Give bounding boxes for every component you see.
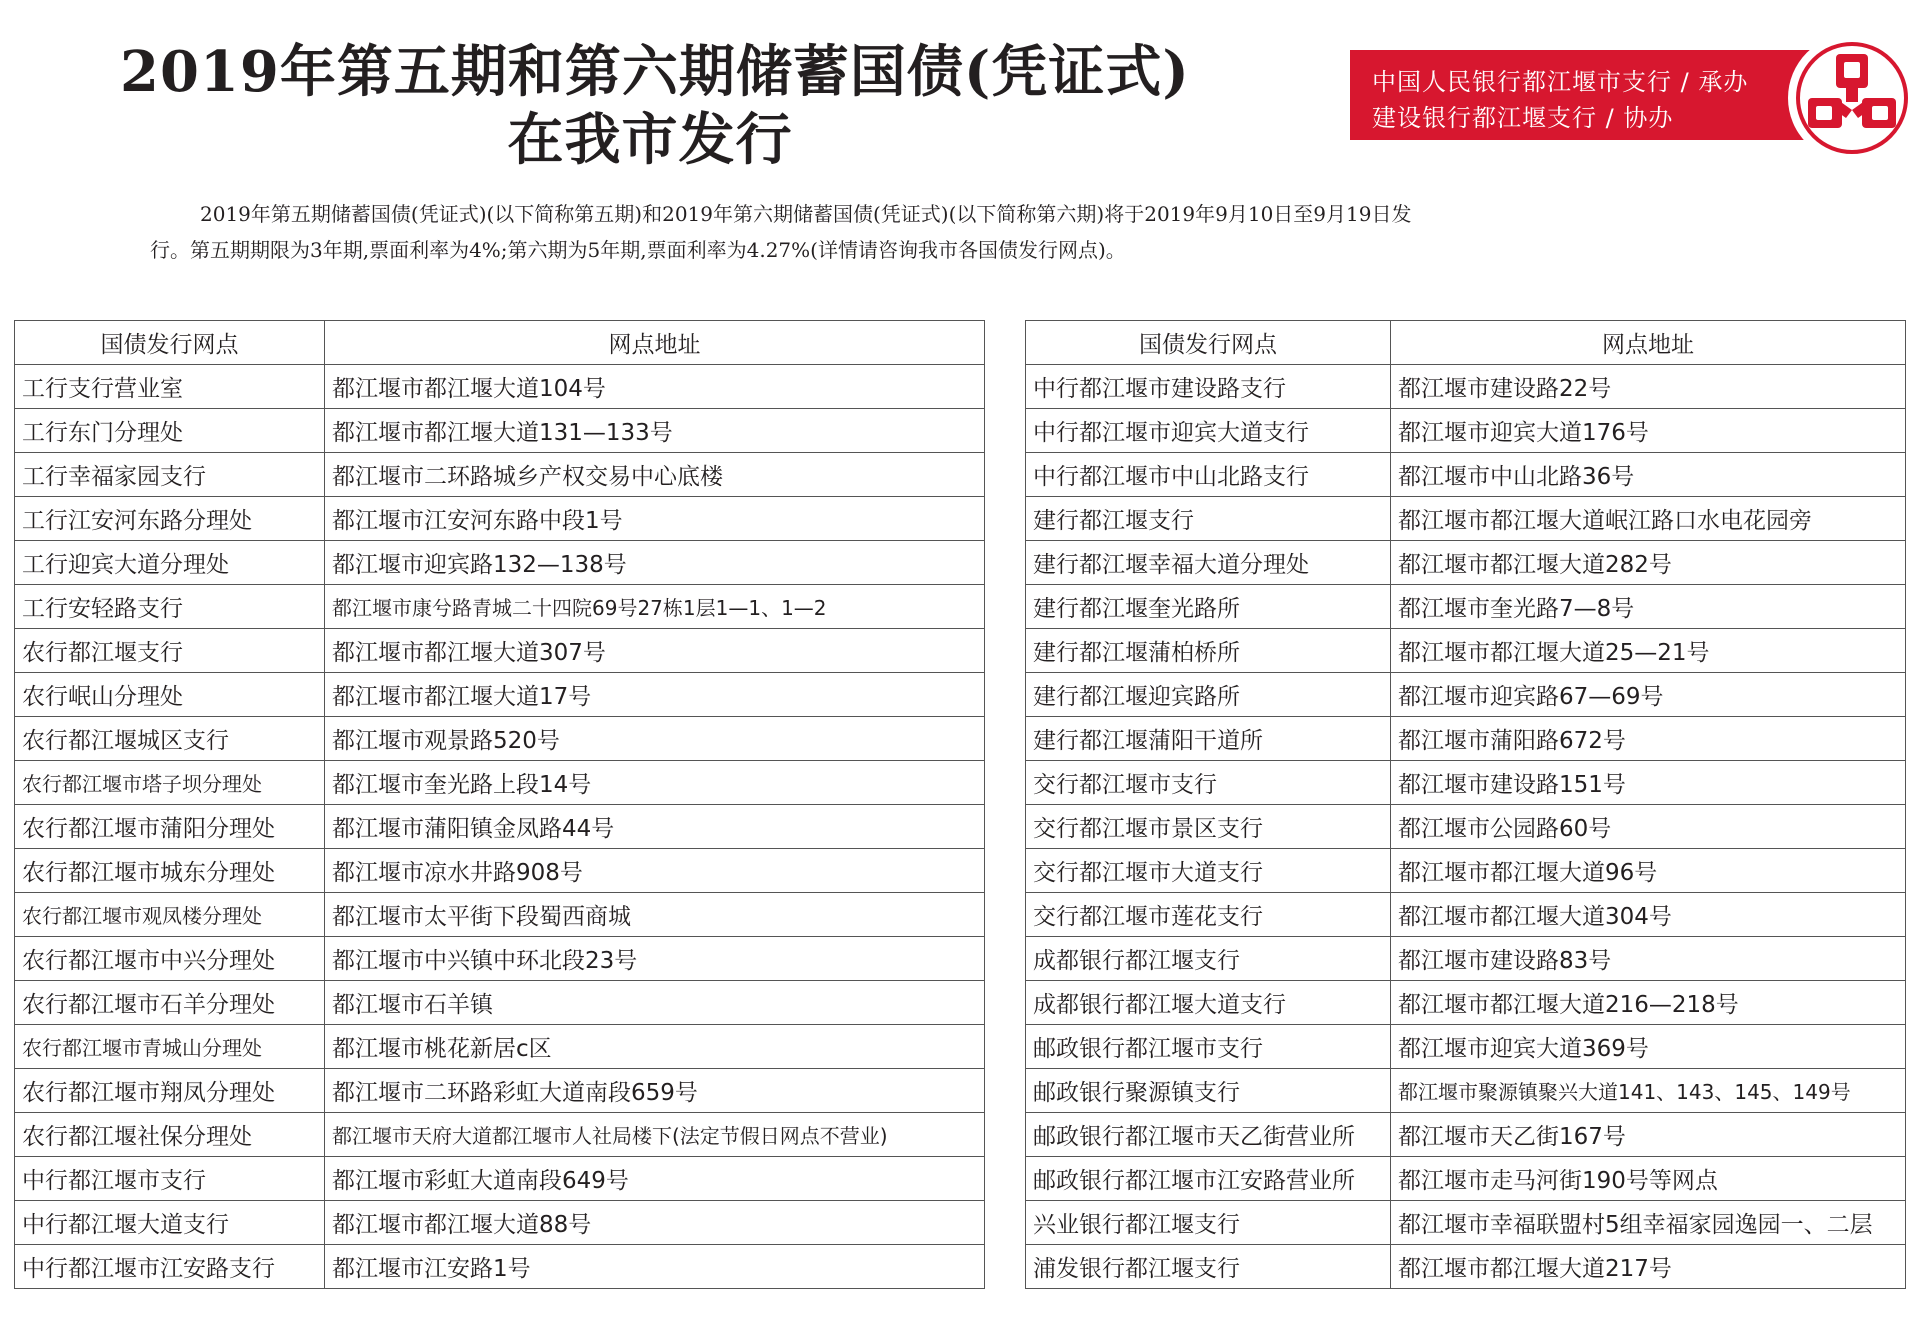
site-name-cell: 中行都江堰市中山北路支行 bbox=[1026, 453, 1391, 497]
table-row bbox=[1026, 1025, 1906, 1069]
site-address-cell: 都江堰市凉水井路908号 bbox=[325, 849, 985, 893]
site-column-header: 国债发行网点 bbox=[15, 321, 325, 365]
table-row bbox=[15, 629, 985, 673]
table-row bbox=[15, 717, 985, 761]
table-row bbox=[1026, 849, 1906, 893]
site-address-cell: 都江堰市幸福联盟村5组幸福家园逸园一、二层 bbox=[1391, 1201, 1906, 1245]
site-address-cell: 都江堰市蒲阳镇金凤路44号 bbox=[325, 805, 985, 849]
site-address-cell: 都江堰市都江堰大道96号 bbox=[1391, 849, 1906, 893]
table-row bbox=[15, 409, 985, 453]
table-row bbox=[15, 761, 985, 805]
intro-paragraph bbox=[150, 196, 1750, 268]
table-row bbox=[15, 585, 985, 629]
intro-line-1: 2019年第五期储蓄国债(凭证式)(以下简称第五期)和2019年第六期储蓄国债(凭证式)(以下简称第六期)将于2019年9月10日至9月19日发 bbox=[200, 202, 1412, 226]
site-address-cell: 都江堰市都江堰大道25—21号 bbox=[1391, 629, 1906, 673]
site-address-cell: 都江堰市都江堰大道216—218号 bbox=[1391, 981, 1906, 1025]
site-name-cell: 浦发银行都江堰支行 bbox=[1026, 1245, 1391, 1289]
co-organizer-line: 建设银行都江堰支行 / 协办 bbox=[1372, 104, 1674, 132]
table-row bbox=[15, 1113, 985, 1157]
site-name-cell: 农行都江堰市青城山分理处 bbox=[15, 1025, 325, 1069]
intro-line-2: 行。第五期期限为3年期,票面利率为4%;第六期为5年期,票面利率为4.27%(详情请咨询我市各国债发行网点)。 bbox=[150, 238, 1126, 262]
site-address-cell: 都江堰市聚源镇聚兴大道141、143、145、149号 bbox=[1391, 1069, 1906, 1113]
site-name-cell: 建行都江堰蒲柏桥所 bbox=[1026, 629, 1391, 673]
site-address-cell: 都江堰市奎光路上段14号 bbox=[325, 761, 985, 805]
site-address-cell: 都江堰市都江堰大道131—133号 bbox=[325, 409, 985, 453]
site-name-cell: 中行都江堰市江安路支行 bbox=[15, 1245, 325, 1289]
table-row bbox=[15, 937, 985, 981]
table-row bbox=[1026, 497, 1906, 541]
pboc-logo bbox=[1788, 34, 1916, 162]
table-row bbox=[15, 453, 985, 497]
right-table-body bbox=[1026, 365, 1906, 1289]
site-address-cell: 都江堰市奎光路7—8号 bbox=[1391, 585, 1906, 629]
site-address-cell: 都江堰市二环路城乡产权交易中心底楼 bbox=[325, 453, 985, 497]
site-address-cell: 都江堰市建设路151号 bbox=[1391, 761, 1906, 805]
site-name-cell: 中行都江堰市迎宾大道支行 bbox=[1026, 409, 1391, 453]
table-row bbox=[1026, 1201, 1906, 1245]
site-name-cell: 农行都江堰市观凤楼分理处 bbox=[15, 893, 325, 937]
organizer-line: 中国人民银行都江堰市支行 / 承办 bbox=[1372, 68, 1749, 96]
site-name-cell: 农行都江堰市城东分理处 bbox=[15, 849, 325, 893]
site-address-cell: 都江堰市走马河街190号等网点 bbox=[1391, 1157, 1906, 1201]
table-row bbox=[1026, 585, 1906, 629]
table-row bbox=[15, 893, 985, 937]
site-address-cell: 都江堰市彩虹大道南段649号 bbox=[325, 1157, 985, 1201]
address-column-header: 网点地址 bbox=[325, 321, 985, 365]
site-name-cell: 工行迎宾大道分理处 bbox=[15, 541, 325, 585]
site-name-cell: 兴业银行都江堰支行 bbox=[1026, 1201, 1391, 1245]
site-address-cell: 都江堰市都江堰大道307号 bbox=[325, 629, 985, 673]
site-address-cell: 都江堰市天府大道都江堰市人社局楼下(法定节假日网点不营业) bbox=[325, 1113, 985, 1157]
site-name-cell: 交行都江堰市莲花支行 bbox=[1026, 893, 1391, 937]
pboc-logo-icon bbox=[1794, 40, 1910, 156]
site-name-cell: 建行都江堰迎宾路所 bbox=[1026, 673, 1391, 717]
site-name-cell: 农行都江堰市中兴分理处 bbox=[15, 937, 325, 981]
site-name-cell: 中行都江堰市支行 bbox=[15, 1157, 325, 1201]
table-row bbox=[15, 365, 985, 409]
table-row bbox=[15, 849, 985, 893]
site-address-cell: 都江堰市都江堰大道88号 bbox=[325, 1201, 985, 1245]
site-name-cell: 农行都江堰城区支行 bbox=[15, 717, 325, 761]
site-address-cell: 都江堰市迎宾路67—69号 bbox=[1391, 673, 1906, 717]
site-name-cell: 交行都江堰市景区支行 bbox=[1026, 805, 1391, 849]
site-name-cell: 农行岷山分理处 bbox=[15, 673, 325, 717]
table-row bbox=[1026, 717, 1906, 761]
site-name-cell: 邮政银行都江堰市江安路营业所 bbox=[1026, 1157, 1391, 1201]
site-name-cell: 邮政银行聚源镇支行 bbox=[1026, 1069, 1391, 1113]
site-address-cell: 都江堰市石羊镇 bbox=[325, 981, 985, 1025]
site-address-cell: 都江堰市迎宾大道176号 bbox=[1391, 409, 1906, 453]
site-name-cell: 农行都江堰市石羊分理处 bbox=[15, 981, 325, 1025]
site-address-cell: 都江堰市观景路520号 bbox=[325, 717, 985, 761]
table-row bbox=[1026, 629, 1906, 673]
address-column-header: 网点地址 bbox=[1391, 321, 1906, 365]
table-row bbox=[1026, 937, 1906, 981]
site-name-cell: 工行安轻路支行 bbox=[15, 585, 325, 629]
table-row bbox=[15, 805, 985, 849]
site-address-cell: 都江堰市天乙街167号 bbox=[1391, 1113, 1906, 1157]
title-line-2: 在我市发行 bbox=[507, 107, 793, 173]
table-row bbox=[15, 1069, 985, 1113]
site-address-cell: 都江堰市都江堰大道282号 bbox=[1391, 541, 1906, 585]
site-address-cell: 都江堰市迎宾路132—138号 bbox=[325, 541, 985, 585]
table-row bbox=[1026, 409, 1906, 453]
site-address-cell: 都江堰市中兴镇中环北段23号 bbox=[325, 937, 985, 981]
site-address-cell: 都江堰市都江堰大道17号 bbox=[325, 673, 985, 717]
left-table-body bbox=[15, 365, 985, 1289]
table-row bbox=[1026, 453, 1906, 497]
right-sites-table bbox=[1025, 320, 1906, 1289]
site-name-cell: 成都银行都江堰支行 bbox=[1026, 937, 1391, 981]
table-row bbox=[1026, 981, 1906, 1025]
organizer-banner bbox=[1350, 50, 1820, 140]
table-row bbox=[15, 1025, 985, 1069]
table-row bbox=[1026, 761, 1906, 805]
site-name-cell: 成都银行都江堰大道支行 bbox=[1026, 981, 1391, 1025]
site-address-cell: 都江堰市建设路83号 bbox=[1391, 937, 1906, 981]
table-row bbox=[1026, 365, 1906, 409]
site-name-cell: 工行幸福家园支行 bbox=[15, 453, 325, 497]
table-row bbox=[15, 673, 985, 717]
site-name-cell: 工行支行营业室 bbox=[15, 365, 325, 409]
site-name-cell: 建行都江堰奎光路所 bbox=[1026, 585, 1391, 629]
site-name-cell: 工行江安河东路分理处 bbox=[15, 497, 325, 541]
site-name-cell: 建行都江堰幸福大道分理处 bbox=[1026, 541, 1391, 585]
table-row bbox=[1026, 1245, 1906, 1289]
table-row bbox=[1026, 541, 1906, 585]
site-name-cell: 交行都江堰市支行 bbox=[1026, 761, 1391, 805]
site-address-cell: 都江堰市江安路1号 bbox=[325, 1245, 985, 1289]
site-name-cell: 农行都江堰市蒲阳分理处 bbox=[15, 805, 325, 849]
site-address-cell: 都江堰市都江堰大道岷江路口水电花园旁 bbox=[1391, 497, 1906, 541]
site-address-cell: 都江堰市康兮路青城二十四院69号27栋1层1—1、1—2 bbox=[325, 585, 985, 629]
site-address-cell: 都江堰市江安河东路中段1号 bbox=[325, 497, 985, 541]
site-column-header: 国债发行网点 bbox=[1026, 321, 1391, 365]
table-header-row bbox=[15, 321, 985, 365]
table-header-row bbox=[1026, 321, 1906, 365]
site-address-cell: 都江堰市公园路60号 bbox=[1391, 805, 1906, 849]
site-name-cell: 中行都江堰大道支行 bbox=[15, 1201, 325, 1245]
site-name-cell: 农行都江堰市翔凤分理处 bbox=[15, 1069, 325, 1113]
site-name-cell: 交行都江堰市大道支行 bbox=[1026, 849, 1391, 893]
site-address-cell: 都江堰市蒲阳路672号 bbox=[1391, 717, 1906, 761]
site-address-cell: 都江堰市建设路22号 bbox=[1391, 365, 1906, 409]
site-address-cell: 都江堰市太平街下段蜀西商城 bbox=[325, 893, 985, 937]
table-row bbox=[15, 1201, 985, 1245]
site-name-cell: 农行都江堰支行 bbox=[15, 629, 325, 673]
site-name-cell: 建行都江堰蒲阳干道所 bbox=[1026, 717, 1391, 761]
site-address-cell: 都江堰市二环路彩虹大道南段659号 bbox=[325, 1069, 985, 1113]
site-address-cell: 都江堰市中山北路36号 bbox=[1391, 453, 1906, 497]
title-line-1: 2019年第五期和第六期储蓄国债(凭证式) bbox=[120, 39, 1190, 105]
table-row bbox=[15, 1245, 985, 1289]
site-name-cell: 邮政银行都江堰市支行 bbox=[1026, 1025, 1391, 1069]
left-sites-table bbox=[14, 320, 985, 1289]
table-row bbox=[1026, 805, 1906, 849]
site-name-cell: 农行都江堰市塔子坝分理处 bbox=[15, 761, 325, 805]
site-name-cell: 邮政银行都江堰市天乙街营业所 bbox=[1026, 1113, 1391, 1157]
site-address-cell: 都江堰市迎宾大道369号 bbox=[1391, 1025, 1906, 1069]
site-address-cell: 都江堰市都江堰大道217号 bbox=[1391, 1245, 1906, 1289]
site-name-cell: 中行都江堰市建设路支行 bbox=[1026, 365, 1391, 409]
site-address-cell: 都江堰市都江堰大道304号 bbox=[1391, 893, 1906, 937]
site-name-cell: 工行东门分理处 bbox=[15, 409, 325, 453]
table-row bbox=[1026, 893, 1906, 937]
site-name-cell: 建行都江堰支行 bbox=[1026, 497, 1391, 541]
page-title bbox=[120, 38, 1190, 174]
site-name-cell: 农行都江堰社保分理处 bbox=[15, 1113, 325, 1157]
table-row bbox=[1026, 673, 1906, 717]
site-address-cell: 都江堰市都江堰大道104号 bbox=[325, 365, 985, 409]
table-row bbox=[15, 981, 985, 1025]
site-address-cell: 都江堰市桃花新居c区 bbox=[325, 1025, 985, 1069]
table-row bbox=[1026, 1113, 1906, 1157]
table-row bbox=[15, 497, 985, 541]
table-row bbox=[1026, 1069, 1906, 1113]
table-row bbox=[15, 541, 985, 585]
table-row bbox=[15, 1157, 985, 1201]
table-row bbox=[1026, 1157, 1906, 1201]
